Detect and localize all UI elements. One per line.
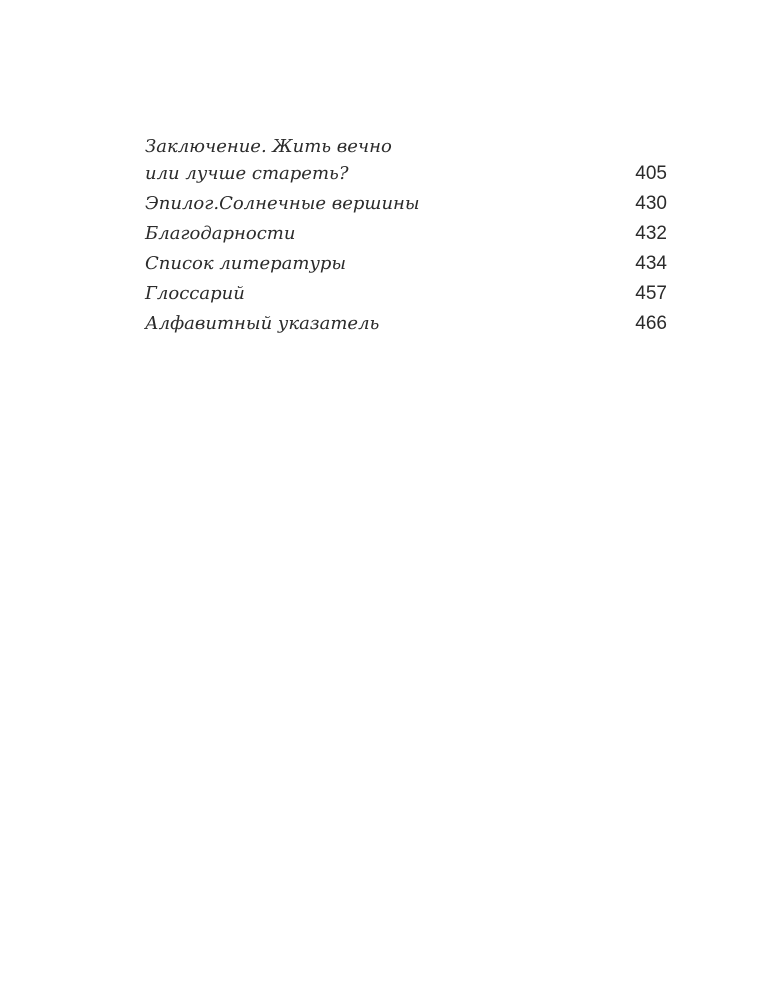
toc-entry-title-line: Список литературы <box>145 253 347 274</box>
toc-entry-glossary <box>145 278 667 308</box>
toc-entry-title <box>145 250 346 278</box>
toc-entry-title-line: Глоссарий <box>145 283 245 304</box>
toc-entry-title <box>145 220 295 248</box>
toc-entry-title-line: Заключение. Жить вечно <box>145 136 392 157</box>
toc-entry-page-number: 432 <box>635 223 667 244</box>
toc-entry-references <box>145 248 667 278</box>
toc-entry-acknowledgements <box>145 218 667 248</box>
toc-entry-title <box>145 133 392 188</box>
toc-entry-index <box>145 308 667 338</box>
toc-entry-page-number: 466 <box>635 313 667 334</box>
toc-entry-title-line: Эпилог.Солнечные вершины <box>145 193 420 214</box>
toc-entry-page-number: 405 <box>635 163 667 184</box>
table-of-contents <box>145 131 667 338</box>
toc-entry-page-number: 457 <box>635 283 667 304</box>
toc-entry-page-number: 434 <box>635 253 667 274</box>
toc-entry-title-line: Алфавитный указатель <box>145 313 380 334</box>
toc-entry-title <box>145 280 245 308</box>
toc-entry-title <box>145 310 379 338</box>
toc-entry-title <box>145 190 420 218</box>
toc-entry-title-line: или лучше стареть? <box>145 163 349 184</box>
toc-entry-conclusion <box>145 131 667 188</box>
toc-entry-title-line: Благодарности <box>145 223 296 244</box>
toc-entry-epilogue <box>145 188 667 218</box>
toc-entry-page-number: 430 <box>635 193 667 214</box>
